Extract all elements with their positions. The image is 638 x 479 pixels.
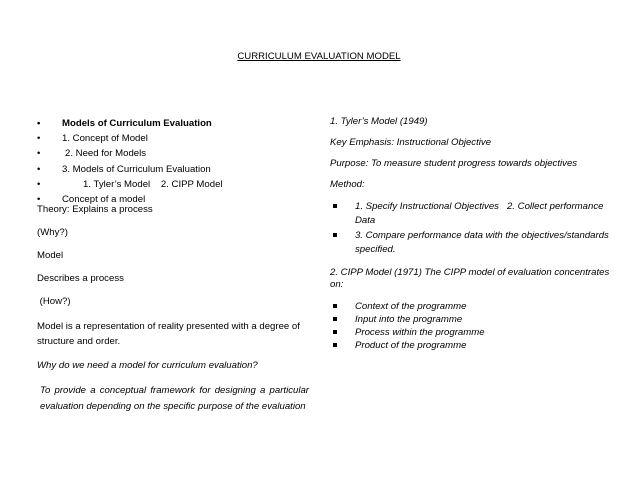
answer-text: To provide a conceptual framework for designing a particular evaluation depending on the specific purpose of the evaluation xyxy=(40,385,309,412)
list-item-text: 3. Compare performance data with the objectives/standards specified. xyxy=(355,229,609,256)
list-item-text: 1. Concept of Model xyxy=(62,133,148,145)
list-item xyxy=(37,146,309,161)
list-item xyxy=(330,200,620,229)
list-item xyxy=(330,326,620,339)
describes-text: Describes a process xyxy=(37,273,124,285)
list-item xyxy=(330,313,620,326)
list-item xyxy=(330,339,620,352)
method-list xyxy=(330,200,620,258)
how-text: (How?) xyxy=(37,296,71,308)
right-column xyxy=(330,116,620,352)
question-text: Why do we need a model for curriculum evaluation? xyxy=(37,360,258,372)
key-emphasis-text: Key Emphasis: Instructional Objective xyxy=(330,136,492,148)
list-item-text: Context of the programme xyxy=(355,300,467,312)
method-text: Method: xyxy=(330,178,365,190)
list-item xyxy=(330,229,620,258)
list-item xyxy=(37,131,309,146)
list-item-text: Models of Curriculum Evaluation xyxy=(62,118,212,129)
list-item-text: 1. Tyler’s Model 2. CIPP Model xyxy=(83,178,223,190)
theory-text: Theory: Explains a process xyxy=(37,204,153,216)
list-item-text: 2. Need for Models xyxy=(65,148,147,160)
list-item xyxy=(37,177,309,192)
list-item-text: Product of the programme xyxy=(355,339,467,351)
left-column xyxy=(37,116,309,414)
list-item-text: Process within the programme xyxy=(355,326,485,338)
list-item xyxy=(37,116,309,131)
page-title: CURRICULUM EVALUATION MODEL xyxy=(237,51,401,62)
cipp-heading: 2. CIPP Model (1971) The CIPP model of evaluation concentrates on: xyxy=(330,266,610,290)
tyler-heading: 1. Tyler’s Model (1949) xyxy=(330,116,428,127)
why-text: (Why?) xyxy=(37,227,68,239)
purpose-text: Purpose: To measure student progress towards objectives xyxy=(330,157,578,169)
bullet-list xyxy=(37,116,309,207)
representation-text: Model is a representation of reality presented with a degree of structure and order. xyxy=(37,321,300,348)
list-item-text: Input into the programme xyxy=(355,313,463,325)
list-item xyxy=(330,300,620,313)
list-item-text: 3. Models of Curriculum Evaluation xyxy=(62,163,211,175)
list-item xyxy=(37,162,309,177)
list-item-text: 1. Specify Instructional Objectives 2. Collect performance Data xyxy=(355,200,607,227)
cipp-list xyxy=(330,300,620,352)
list-item xyxy=(37,192,309,207)
list-item-text: Concept of a model xyxy=(62,193,146,205)
model-text: Model xyxy=(37,250,64,262)
